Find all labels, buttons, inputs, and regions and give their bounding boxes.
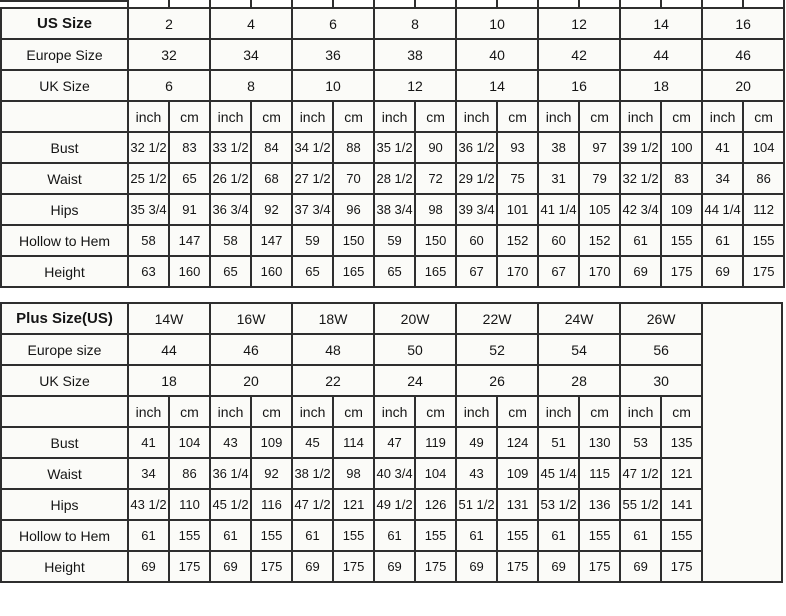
measurement-cm-cell: 150: [415, 225, 456, 256]
unit-header-cm: cm: [333, 396, 374, 427]
unit-header-inch: inch: [702, 101, 743, 132]
cropped-vertical-border-tick: [168, 0, 170, 7]
size-value-cell: 14: [456, 70, 538, 101]
cropped-vertical-border-tick: [537, 0, 539, 7]
measurement-cm-cell: 175: [661, 551, 702, 582]
measurement-inch-cell: 59: [292, 225, 333, 256]
unit-header-cm: cm: [579, 101, 620, 132]
measurement-inch-cell: 42 3/4: [620, 194, 661, 225]
measurement-cm-cell: 105: [579, 194, 620, 225]
measurement-cm-cell: 155: [169, 520, 210, 551]
measurement-inch-cell: 69: [620, 551, 661, 582]
measurement-inch-cell: 35 1/2: [374, 132, 415, 163]
cropped-vertical-border-tick: [783, 0, 785, 7]
row-label: Europe Size: [1, 39, 128, 70]
unit-header-inch: inch: [292, 101, 333, 132]
size-value-cell: 56: [620, 334, 702, 365]
size-value-cell: 48: [292, 334, 374, 365]
row-label: Hips: [1, 489, 128, 520]
measurement-cm-cell: 104: [743, 132, 784, 163]
measurement-row: [1, 551, 782, 582]
measurement-inch-cell: 60: [456, 225, 497, 256]
size-value-cell: 2: [128, 8, 210, 39]
measurement-cm-cell: 98: [415, 194, 456, 225]
measurement-inch-cell: 65: [210, 256, 251, 287]
measurement-cm-cell: 175: [251, 551, 292, 582]
measurement-inch-cell: 41: [702, 132, 743, 163]
row-label-empty: [1, 101, 128, 132]
measurement-cm-cell: 68: [251, 163, 292, 194]
measurement-cm-cell: 124: [497, 427, 538, 458]
measurement-cm-cell: 160: [169, 256, 210, 287]
measurement-inch-cell: 65: [374, 256, 415, 287]
cropped-vertical-border-tick: [209, 0, 211, 7]
measurement-inch-cell: 59: [374, 225, 415, 256]
measurement-cm-cell: 92: [251, 458, 292, 489]
size-value-cell: 50: [374, 334, 456, 365]
measurement-cm-cell: 98: [333, 458, 374, 489]
measurement-inch-cell: 69: [538, 551, 579, 582]
measurement-inch-cell: 61: [702, 225, 743, 256]
row-label: Plus Size(US): [1, 303, 128, 334]
row-label-empty: [1, 396, 128, 427]
measurement-cm-cell: 141: [661, 489, 702, 520]
measurement-cm-cell: 165: [333, 256, 374, 287]
size-value-cell: 16: [538, 70, 620, 101]
unit-header-inch: inch: [538, 101, 579, 132]
measurement-inch-cell: 65: [292, 256, 333, 287]
measurement-inch-cell: 34: [128, 458, 169, 489]
measurement-row: [1, 132, 784, 163]
measurement-cm-cell: 165: [415, 256, 456, 287]
header-row: [1, 365, 782, 396]
measurement-cm-cell: 121: [661, 458, 702, 489]
measurement-cm-cell: 86: [169, 458, 210, 489]
size-value-cell: 44: [128, 334, 210, 365]
measurement-row: [1, 520, 782, 551]
size-value-cell: 6: [128, 70, 210, 101]
measurement-cm-cell: 175: [661, 256, 702, 287]
cropped-vertical-border-tick: [127, 0, 129, 7]
measurement-inch-cell: 53 1/2: [538, 489, 579, 520]
size-value-cell: 10: [292, 70, 374, 101]
measurement-inch-cell: 69: [620, 256, 661, 287]
row-label: US Size: [1, 8, 128, 39]
header-row: [1, 8, 784, 39]
measurement-cm-cell: 126: [415, 489, 456, 520]
unit-header-cm: cm: [415, 101, 456, 132]
measurement-cm-cell: 86: [743, 163, 784, 194]
cropped-vertical-border-tick: [291, 0, 293, 7]
size-value-cell: 6: [292, 8, 374, 39]
measurement-cm-cell: 155: [579, 520, 620, 551]
measurement-inch-cell: 58: [128, 225, 169, 256]
measurement-cm-cell: 175: [743, 256, 784, 287]
cropped-vertical-border-tick: [373, 0, 375, 7]
row-label: Europe size: [1, 334, 128, 365]
measurement-inch-cell: 39 3/4: [456, 194, 497, 225]
size-value-cell: 10: [456, 8, 538, 39]
size-value-cell: 18: [620, 70, 702, 101]
cropped-vertical-border-tick: [250, 0, 252, 7]
size-value-cell: 32: [128, 39, 210, 70]
size-value-cell: 22W: [456, 303, 538, 334]
unit-header-cm: cm: [661, 396, 702, 427]
measurement-cm-cell: 90: [415, 132, 456, 163]
unit-header-cm: cm: [497, 101, 538, 132]
unit-header-inch: inch: [456, 396, 497, 427]
measurement-inch-cell: 49: [456, 427, 497, 458]
cropped-vertical-border-tick: [496, 0, 498, 7]
size-value-cell: 38: [374, 39, 456, 70]
row-label: Waist: [1, 163, 128, 194]
measurement-inch-cell: 40 3/4: [374, 458, 415, 489]
measurement-cm-cell: 152: [579, 225, 620, 256]
measurement-cm-cell: 92: [251, 194, 292, 225]
row-label: Hollow to Hem: [1, 225, 128, 256]
measurement-inch-cell: 61: [128, 520, 169, 551]
size-value-cell: 24W: [538, 303, 620, 334]
unit-header-inch: inch: [620, 101, 661, 132]
size-value-cell: 52: [456, 334, 538, 365]
measurement-row: [1, 458, 782, 489]
cropped-vertical-border-tick: [414, 0, 416, 7]
measurement-inch-cell: 43: [210, 427, 251, 458]
measurement-cm-cell: 88: [333, 132, 374, 163]
measurement-inch-cell: 45: [292, 427, 333, 458]
cropped-vertical-border-tick: [742, 0, 744, 7]
row-label: UK Size: [1, 70, 128, 101]
measurement-row: [1, 194, 784, 225]
measurement-cm-cell: 121: [333, 489, 374, 520]
size-value-cell: 18: [128, 365, 210, 396]
measurement-cm-cell: 91: [169, 194, 210, 225]
empty-column-cell: [702, 303, 782, 582]
measurement-inch-cell: 27 1/2: [292, 163, 333, 194]
measurement-cm-cell: 96: [333, 194, 374, 225]
measurement-cm-cell: 70: [333, 163, 374, 194]
size-value-cell: 8: [210, 70, 292, 101]
cropped-vertical-border-tick: [332, 0, 334, 7]
measurement-cm-cell: 83: [169, 132, 210, 163]
measurement-inch-cell: 43: [456, 458, 497, 489]
unit-header-inch: inch: [128, 101, 169, 132]
measurement-inch-cell: 33 1/2: [210, 132, 251, 163]
measurement-inch-cell: 69: [128, 551, 169, 582]
size-value-cell: 16: [702, 8, 784, 39]
size-value-cell: 42: [538, 39, 620, 70]
measurement-cm-cell: 152: [497, 225, 538, 256]
unit-header-cm: cm: [251, 101, 292, 132]
unit-header-inch: inch: [538, 396, 579, 427]
measurement-row: [1, 225, 784, 256]
cropped-vertical-border-tick: [619, 0, 621, 7]
measurement-cm-cell: 175: [415, 551, 456, 582]
measurement-cm-cell: 155: [415, 520, 456, 551]
measurement-inch-cell: 34: [702, 163, 743, 194]
size-value-cell: 14W: [128, 303, 210, 334]
measurement-cm-cell: 104: [415, 458, 456, 489]
measurement-cm-cell: 175: [169, 551, 210, 582]
measurement-inch-cell: 34 1/2: [292, 132, 333, 163]
measurement-inch-cell: 61: [538, 520, 579, 551]
size-value-cell: 24: [374, 365, 456, 396]
measurement-inch-cell: 61: [620, 520, 661, 551]
measurement-inch-cell: 39 1/2: [620, 132, 661, 163]
size-value-cell: 46: [210, 334, 292, 365]
row-label: Hollow to Hem: [1, 520, 128, 551]
measurement-inch-cell: 61: [292, 520, 333, 551]
measurement-inch-cell: 47 1/2: [292, 489, 333, 520]
size-value-cell: 40: [456, 39, 538, 70]
size-value-cell: 18W: [292, 303, 374, 334]
measurement-cm-cell: 175: [497, 551, 538, 582]
measurement-inch-cell: 36 1/4: [210, 458, 251, 489]
measurement-inch-cell: 36 3/4: [210, 194, 251, 225]
measurement-inch-cell: 61: [210, 520, 251, 551]
header-row: [1, 303, 782, 334]
measurement-cm-cell: 155: [251, 520, 292, 551]
measurement-cm-cell: 170: [497, 256, 538, 287]
measurement-inch-cell: 28 1/2: [374, 163, 415, 194]
row-label: Waist: [1, 458, 128, 489]
cropped-vertical-border-tick: [455, 0, 457, 7]
size-value-cell: 20: [210, 365, 292, 396]
measurement-inch-cell: 58: [210, 225, 251, 256]
measurement-cm-cell: 115: [579, 458, 620, 489]
measurement-cm-cell: 131: [497, 489, 538, 520]
measurement-inch-cell: 47: [374, 427, 415, 458]
unit-header-inch: inch: [210, 396, 251, 427]
unit-header-cm: cm: [497, 396, 538, 427]
measurement-cm-cell: 75: [497, 163, 538, 194]
unit-header-inch: inch: [128, 396, 169, 427]
measurement-cm-cell: 155: [497, 520, 538, 551]
measurement-inch-cell: 38: [538, 132, 579, 163]
unit-header-cm: cm: [579, 396, 620, 427]
size-value-cell: 8: [374, 8, 456, 39]
measurement-cm-cell: 84: [251, 132, 292, 163]
header-row: [1, 39, 784, 70]
size-value-cell: 4: [210, 8, 292, 39]
measurement-inch-cell: 51: [538, 427, 579, 458]
header-row: [1, 70, 784, 101]
measurement-inch-cell: 32 1/2: [620, 163, 661, 194]
measurement-inch-cell: 67: [538, 256, 579, 287]
measurement-inch-cell: 26 1/2: [210, 163, 251, 194]
units-row: [1, 396, 782, 427]
unit-header-cm: cm: [661, 101, 702, 132]
measurement-inch-cell: 63: [128, 256, 169, 287]
measurement-cm-cell: 114: [333, 427, 374, 458]
measurement-row: [1, 427, 782, 458]
unit-header-inch: inch: [374, 101, 415, 132]
measurement-cm-cell: 155: [333, 520, 374, 551]
unit-header-cm: cm: [169, 396, 210, 427]
measurement-inch-cell: 45 1/2: [210, 489, 251, 520]
measurement-inch-cell: 47 1/2: [620, 458, 661, 489]
measurement-cm-cell: 170: [579, 256, 620, 287]
measurement-inch-cell: 31: [538, 163, 579, 194]
measurement-inch-cell: 36 1/2: [456, 132, 497, 163]
measurement-inch-cell: 60: [538, 225, 579, 256]
measurement-inch-cell: 38 1/2: [292, 458, 333, 489]
measurement-inch-cell: 41 1/4: [538, 194, 579, 225]
measurement-cm-cell: 97: [579, 132, 620, 163]
measurement-inch-cell: 25 1/2: [128, 163, 169, 194]
measurement-inch-cell: 69: [702, 256, 743, 287]
measurement-cm-cell: 72: [415, 163, 456, 194]
measurement-cm-cell: 135: [661, 427, 702, 458]
measurement-inch-cell: 67: [456, 256, 497, 287]
measurement-row: [1, 163, 784, 194]
measurement-row: [1, 256, 784, 287]
measurement-cm-cell: 65: [169, 163, 210, 194]
unit-header-cm: cm: [743, 101, 784, 132]
units-row: [1, 101, 784, 132]
size-value-cell: 54: [538, 334, 620, 365]
measurement-row: [1, 489, 782, 520]
measurement-inch-cell: 32 1/2: [128, 132, 169, 163]
measurement-cm-cell: 104: [169, 427, 210, 458]
size-value-cell: 34: [210, 39, 292, 70]
measurement-cm-cell: 101: [497, 194, 538, 225]
unit-header-inch: inch: [620, 396, 661, 427]
measurement-inch-cell: 51 1/2: [456, 489, 497, 520]
measurement-inch-cell: 69: [456, 551, 497, 582]
size-value-cell: 14: [620, 8, 702, 39]
measurement-inch-cell: 61: [620, 225, 661, 256]
row-label: Height: [1, 256, 128, 287]
size-value-cell: 44: [620, 39, 702, 70]
measurement-cm-cell: 109: [251, 427, 292, 458]
cropped-horizontal-border: [0, 0, 129, 2]
measurement-inch-cell: 55 1/2: [620, 489, 661, 520]
size-value-cell: 30: [620, 365, 702, 396]
measurement-cm-cell: 109: [497, 458, 538, 489]
cropped-vertical-border-tick: [701, 0, 703, 7]
measurement-cm-cell: 150: [333, 225, 374, 256]
size-value-cell: 26: [456, 365, 538, 396]
plus-size-table: [0, 302, 783, 583]
unit-header-cm: cm: [251, 396, 292, 427]
header-row: [1, 334, 782, 365]
measurement-cm-cell: 147: [169, 225, 210, 256]
measurement-cm-cell: 136: [579, 489, 620, 520]
row-label: Hips: [1, 194, 128, 225]
size-value-cell: 22: [292, 365, 374, 396]
cropped-vertical-border-tick: [660, 0, 662, 7]
measurement-cm-cell: 83: [661, 163, 702, 194]
size-value-cell: 26W: [620, 303, 702, 334]
measurement-cm-cell: 112: [743, 194, 784, 225]
measurement-cm-cell: 79: [579, 163, 620, 194]
measurement-cm-cell: 160: [251, 256, 292, 287]
measurement-cm-cell: 100: [661, 132, 702, 163]
measurement-inch-cell: 43 1/2: [128, 489, 169, 520]
measurement-cm-cell: 109: [661, 194, 702, 225]
size-value-cell: 20: [702, 70, 784, 101]
standard-size-table: [0, 7, 785, 288]
cropped-border-ticks: [0, 0, 786, 7]
size-value-cell: 12: [538, 8, 620, 39]
measurement-inch-cell: 69: [292, 551, 333, 582]
measurement-cm-cell: 175: [579, 551, 620, 582]
size-value-cell: 46: [702, 39, 784, 70]
row-label: Bust: [1, 132, 128, 163]
measurement-inch-cell: 38 3/4: [374, 194, 415, 225]
unit-header-cm: cm: [333, 101, 374, 132]
size-value-cell: 36: [292, 39, 374, 70]
row-label: UK Size: [1, 365, 128, 396]
row-label: Height: [1, 551, 128, 582]
measurement-inch-cell: 45 1/4: [538, 458, 579, 489]
measurement-inch-cell: 29 1/2: [456, 163, 497, 194]
measurement-inch-cell: 61: [374, 520, 415, 551]
size-value-cell: 28: [538, 365, 620, 396]
unit-header-inch: inch: [210, 101, 251, 132]
size-value-cell: 16W: [210, 303, 292, 334]
measurement-cm-cell: 155: [743, 225, 784, 256]
measurement-inch-cell: 61: [456, 520, 497, 551]
measurement-cm-cell: 155: [661, 520, 702, 551]
unit-header-inch: inch: [292, 396, 333, 427]
measurement-cm-cell: 110: [169, 489, 210, 520]
measurement-cm-cell: 130: [579, 427, 620, 458]
size-value-cell: 12: [374, 70, 456, 101]
unit-header-inch: inch: [456, 101, 497, 132]
measurement-inch-cell: 44 1/4: [702, 194, 743, 225]
measurement-inch-cell: 41: [128, 427, 169, 458]
measurement-inch-cell: 35 3/4: [128, 194, 169, 225]
measurement-inch-cell: 49 1/2: [374, 489, 415, 520]
measurement-cm-cell: 155: [661, 225, 702, 256]
measurement-inch-cell: 37 3/4: [292, 194, 333, 225]
measurement-cm-cell: 119: [415, 427, 456, 458]
measurement-cm-cell: 93: [497, 132, 538, 163]
unit-header-cm: cm: [415, 396, 456, 427]
row-label: Bust: [1, 427, 128, 458]
measurement-inch-cell: 69: [374, 551, 415, 582]
size-value-cell: 20W: [374, 303, 456, 334]
unit-header-cm: cm: [169, 101, 210, 132]
measurement-cm-cell: 116: [251, 489, 292, 520]
measurement-inch-cell: 69: [210, 551, 251, 582]
cropped-vertical-border-tick: [578, 0, 580, 7]
unit-header-inch: inch: [374, 396, 415, 427]
measurement-cm-cell: 147: [251, 225, 292, 256]
measurement-cm-cell: 175: [333, 551, 374, 582]
measurement-inch-cell: 53: [620, 427, 661, 458]
